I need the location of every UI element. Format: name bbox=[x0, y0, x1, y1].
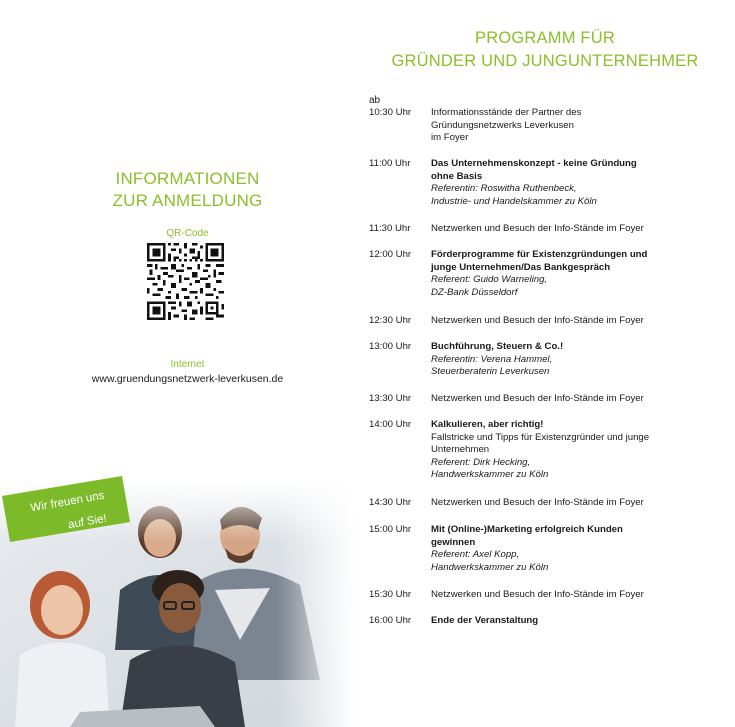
entry-speaker-line: Steuerberaterin Leverkusen bbox=[431, 366, 550, 378]
entry-body bbox=[431, 615, 731, 628]
entry-body bbox=[431, 419, 731, 482]
entry-title-line: ohne Basis bbox=[431, 170, 483, 182]
entry-speaker-line: Industrie- und Handelskammer zu Köln bbox=[431, 195, 597, 207]
left-panel bbox=[0, 0, 355, 727]
entry-speaker-line: Referentin: Verena Hammel, bbox=[431, 353, 553, 365]
entry-speaker-line: DZ-Bank Düsseldorf bbox=[431, 286, 518, 298]
qr-label: QR-Code bbox=[166, 228, 209, 239]
entry-title-line: Netzwerken und Besuch der Info-Stände im Foyer bbox=[431, 223, 644, 234]
entry-title-line: Netzwerken und Besuch der Info-Stände im Foyer bbox=[431, 497, 644, 508]
entry-speaker-line: Referent: Axel Kopp, bbox=[431, 549, 520, 561]
info-title-line1: INFORMATIONEN bbox=[115, 169, 260, 188]
qr-code-icon[interactable] bbox=[147, 243, 224, 320]
entry-subtitle-line: Fallstricke und Tipps für Existenzgründer und junge bbox=[431, 431, 650, 443]
entry-body bbox=[431, 341, 731, 379]
entry-title-line: junge Unternehmen/Das Bankgespräch bbox=[431, 261, 611, 273]
entry-time: 11:00 Uhr bbox=[369, 158, 411, 169]
entry-time: 15:30 Uhr bbox=[369, 589, 412, 600]
entry-speaker-line: Handwerkskammer zu Köln bbox=[431, 561, 549, 573]
program-title bbox=[360, 27, 730, 73]
entry-body bbox=[431, 223, 731, 236]
entry-body bbox=[431, 158, 731, 208]
entry-time: 13:00 Uhr bbox=[369, 341, 412, 352]
entry-title-line: Buchführung, Steuern & Co.! bbox=[431, 341, 564, 352]
welcome-banner bbox=[2, 476, 130, 542]
program-title-line1: PROGRAMM FÜR bbox=[475, 29, 615, 47]
entry-title-line: Kalkulieren, aber richtig! bbox=[431, 419, 544, 430]
entry-time: 11:30 Uhr bbox=[369, 223, 411, 234]
entry-speaker-line: Handwerkskammer zu Köln bbox=[431, 469, 549, 481]
entry-time: 10:30 Uhr bbox=[369, 107, 412, 118]
website-link[interactable]: www.gruendungsnetzwerk-leverkusen.de bbox=[91, 373, 284, 385]
info-title bbox=[0, 168, 355, 212]
entry-body bbox=[431, 393, 731, 406]
entry-title-line: Gründungsnetzwerks Leverkusen bbox=[431, 119, 574, 131]
entry-title-line: Förderprogramme für Existenzgründungen und bbox=[431, 249, 648, 260]
entry-time: 13:30 Uhr bbox=[369, 393, 412, 404]
entry-title-line: Mit (Online-)Marketing erfolgreich Kunden bbox=[431, 524, 623, 535]
entry-speaker-line: Referentin: Roswitha Ruthenbeck, bbox=[431, 183, 577, 195]
entry-body bbox=[431, 249, 731, 299]
entry-title-line: Das Unternehmenskonzept - keine Gründung bbox=[431, 158, 637, 169]
entry-time: 12:30 Uhr bbox=[369, 315, 412, 326]
entry-body bbox=[431, 524, 731, 574]
entry-title-line: gewinnen bbox=[431, 536, 476, 548]
entry-body bbox=[431, 589, 731, 602]
entry-title-line: Netzwerken und Besuch der Info-Stände im Foyer bbox=[431, 393, 644, 404]
banner-line2: auf Sie! bbox=[67, 512, 108, 532]
entry-time: 16:00 Uhr bbox=[369, 615, 412, 626]
entry-subtitle-line: Unternehmen bbox=[431, 444, 490, 456]
entry-time: 14:30 Uhr bbox=[369, 497, 412, 508]
program-title-line2: GRÜNDER UND JUNGUNTERNEHMER bbox=[391, 52, 699, 70]
internet-label: Internet bbox=[170, 359, 205, 370]
entry-speaker-line: Referent: Guido Warneling, bbox=[431, 274, 548, 286]
entry-body bbox=[431, 107, 731, 145]
entry-title-line: Ende der Veranstaltung bbox=[431, 615, 539, 626]
entry-title-line: Netzwerken und Besuch der Info-Stände im Foyer bbox=[431, 315, 644, 326]
entry-time: 14:00 Uhr bbox=[369, 419, 412, 430]
ab-label: ab bbox=[369, 95, 381, 106]
entry-body bbox=[431, 497, 731, 510]
entry-title-line: im Foyer bbox=[431, 132, 469, 144]
entry-title-line: Netzwerken und Besuch der Info-Stände im Foyer bbox=[431, 589, 644, 600]
banner-line1: Wir freuen uns bbox=[29, 489, 106, 515]
entry-body bbox=[431, 315, 731, 328]
entry-title-line: Informationsstände der Partner des bbox=[431, 107, 582, 118]
entry-time: 12:00 Uhr bbox=[369, 249, 412, 260]
entry-speaker-line: Referent: Dirk Hecking, bbox=[431, 456, 531, 468]
info-title-line2: ZUR ANMELDUNG bbox=[112, 191, 263, 210]
entry-time: 15:00 Uhr bbox=[369, 524, 412, 535]
